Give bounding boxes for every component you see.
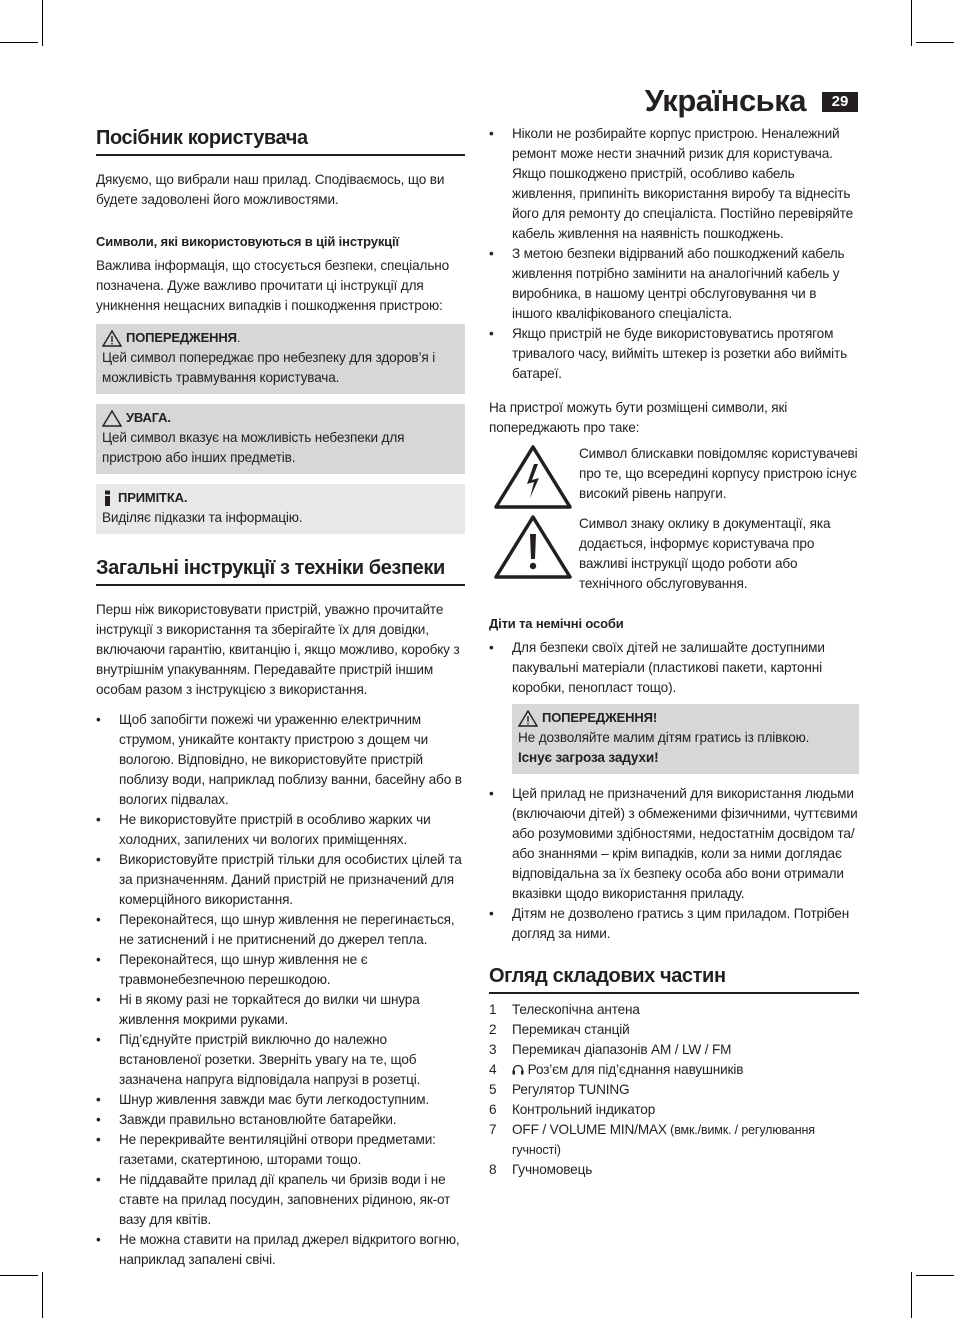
list-item: 4 Роз’єм для під’єднання навушників [489,1062,744,1077]
list-item: • Не можна ставити на прилад джерел відкритого вогню, наприклад запалені свічі. [96,1230,465,1270]
children-list-2 [489,784,859,944]
lightning-warning-icon [493,444,573,510]
exclamation-symbol-row [493,514,859,594]
info-icon [102,490,114,507]
list-item: 8 Гучномовець [489,1162,593,1177]
list-item: • Цей прилад не призначений для використання людьми (включаючи дітей) з обмеженими фізичними, чуттєвими або розумовими здібностями, недостатнім досвідом та/або знаннями – крім випадків, коли за ними доглядає відповідальна за їх безпеку особа або вони отримали вказівки щодо використання приладу. [489,784,859,904]
list-item: • Шнур живлення завжди має бути легкодоступним. [96,1090,465,1110]
caution-title: УВАГА. [126,410,171,425]
headphones-icon [512,1064,524,1075]
section-title-safety: Загальні інструкції з техніки безпеки [96,556,465,586]
safety-list-continued [489,124,859,384]
list-item: 5 Регулятор TUNING [489,1082,630,1097]
list-item: • З метою безпеки відірваний або пошкоджений кабель живлення потрібно замінити на аналогічний кабель у виробника, в нашому центрі обслуговування чи в іншого кваліфікованого спеціаліста. [489,244,859,324]
caution-text: Цей символ вказує на можливість небезпеки для пристрою або інших предметів. [102,430,405,465]
child-warning-title: ПОПЕРЕДЖЕННЯ! [542,710,657,725]
children-heading: Діти та немічні особи [489,616,624,631]
symbols-heading: Символи, які використовуються в цій інструкції [96,234,399,249]
list-item: • Для безпеки своїх дітей не залишайте доступними пакувальні матеріали (пластикові пакети, картонні коробки, пенопласт тощо). [489,638,859,698]
caution-triangle-icon [102,410,122,427]
crop-mark [911,0,912,46]
list-item: • Якщо пристрій не буде використовуватись протягом тривалого часу, вийміть штекер із розетки або вийміть батареї. [489,324,859,384]
list-item: 1 Телескопічна антена [489,1002,640,1017]
crop-mark [911,1272,912,1318]
list-item: • Використовуйте пристрій тільки для особистих цілей та за призначенням. Даний пристрій не призначений для комерційного використання. [96,850,465,910]
note-box [96,484,465,534]
warning-box [96,324,465,394]
child-warning-bold: Існує загроза задухи! [518,750,659,765]
warning-title: ПОПЕРЕДЖЕННЯ [126,330,237,345]
parts-list [489,1000,859,1180]
exclamation-warning-icon [493,514,573,580]
list-item: • Ні в якому разі не торкайтеся до вилки чи шнура живлення мокрими руками. [96,990,465,1030]
list-item: • Ніколи не розбирайте корпус пристрою. Неналежний ремонт може нести значний ризик для користувача. Якщо пошкоджено пристрій, особливо кабель живлення, припиніть використання виробу та віднесіть його для ремонту до спеціаліста. Постійно перевіряйте кабель живлення на наявність пошкоджень. [489,124,859,244]
lightning-symbol-row [493,444,859,510]
child-warning-text: Не дозволяйте малим дітям гратись із плівкою. [518,730,810,745]
list-item: • Переконайтеся, що шнур живлення не перегинається, не затиснений і не притиснений до джерел тепла. [96,910,465,950]
child-warning-box [512,704,859,774]
right-column [489,124,859,1180]
crop-mark [916,42,954,43]
symbols-intro: На пристрої можуть бути розміщені символи, які попереджають про таке: [489,400,788,435]
safety-intro: Перш ніж використовувати пристрій, уважно прочитайте інструкції з використання та зберігайте їх для довідки, включаючи гарантію, квитанцію і, якщо можливо, коробку з внутрішнім упакуванням. Передавайте пристрій іншим особам разом з інструкцією з використання. [96,602,460,697]
page-number: 29 [822,92,858,112]
caution-box [96,404,465,474]
list-item: 2 Перемикач станцій [489,1022,630,1037]
section-title-manual: Посібник користувача [96,126,465,156]
warning-triangle-icon [102,330,122,347]
list-item: • Дітям не дозволено гратись з цим приладом. Потрібен догляд за ними. [489,904,859,944]
crop-mark [916,1275,954,1276]
warning-text: Цей символ попереджає про небезпеку для здоров’я і можливість травмування користувача. [102,350,436,385]
warning-dot: . [236,330,241,345]
left-column [96,126,465,1270]
language-title: Українська [644,83,806,118]
children-list [489,638,859,698]
safety-list [96,710,465,1270]
symbols-text: Важлива інформація, що стосується безпеки, спеціально позначена. Дуже важливо прочитати ці інструкції для уникнення нещасних випадків і пошкодження пристрою: [96,258,450,313]
crop-mark [0,42,38,43]
list-item: • Під’єднуйте пристрій виключно до належно встановленої розетки. Зверніть увагу на те, щоб зазначена напруга відповідала напрузі в розетці. [96,1030,465,1090]
list-item: • Не піддавайте прилад дії крапель чи бризів води і не ставте на прилад посудин, заповнених рідиною, як-от вазу для квітів. [96,1170,465,1230]
list-item: 3 Перемикач діапазонів AM / LW / FM [489,1042,732,1057]
list-item: • Завжди правильно встановлюйте батарейки. [96,1110,465,1130]
list-item: 7 OFF / VOLUME MIN/MAX (вмк./вимк. / регулювання гучності) [489,1122,815,1157]
list-item: • Переконайтеся, що шнур живлення не є травмонебезпечною перешкодою. [96,950,465,990]
crop-mark [0,1275,38,1276]
crop-mark [42,1272,43,1318]
list-item: • Не перекривайте вентиляційні отвори предметами: газетами, скатертиною, шторами тощо. [96,1130,465,1170]
crop-mark [42,0,43,46]
list-item: • Не використовуйте пристрій в особливо жарких чи холодних, запилених чи вологих приміщеннях. [96,810,465,850]
section-title-parts: Огляд складових частин [489,964,859,994]
note-text: Виділяє підказки та інформацію. [102,510,303,525]
intro-text: Дякуємо, що вибрали наш прилад. Сподіваємось, що ви будете задоволені його можливостями. [96,172,445,207]
note-title: ПРИМІТКА. [118,490,188,505]
lightning-text: Символ блискавки повідомляє користувачеві про те, що всередині корпусу пристрою існує високий рівень напруги. [579,446,858,501]
exclamation-text: Символ знаку оклику в документації, яка додається, інформує користувача про важливі інструкції щодо роботи або технічного обслуговування. [579,516,831,591]
list-item: • Щоб запобігти пожежі чи ураженню електричним струмом, уникайте контакту пристрою з дощем чи вологою. Відповідно, не використовуйте пристрій поблизу води, наприклад поблизу ванни, басейну або в вологих підвалах. [96,710,465,810]
list-item: 6 Контрольний індикатор [489,1102,656,1117]
warning-triangle-icon [518,710,538,727]
